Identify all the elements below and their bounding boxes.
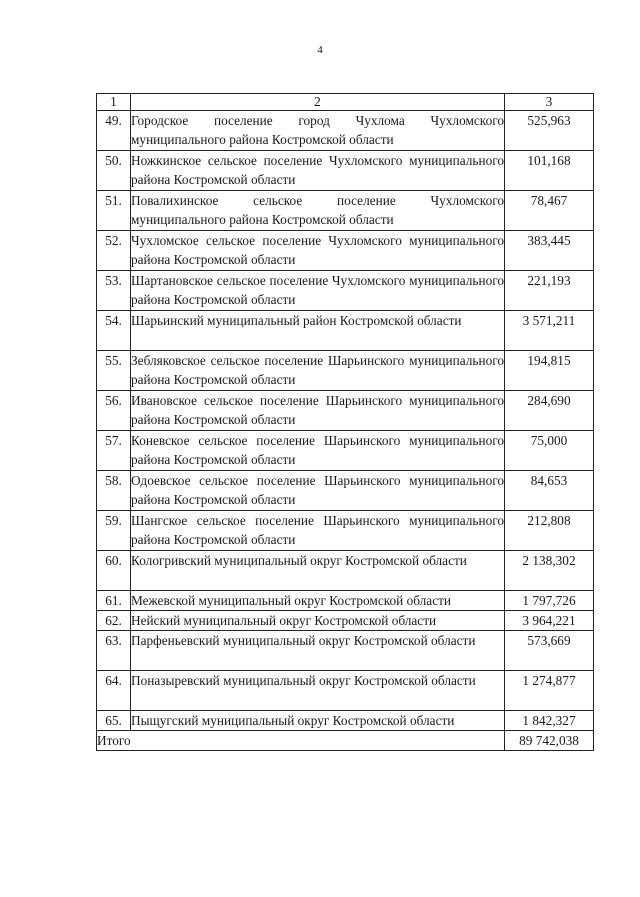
row-number: 62. bbox=[97, 611, 131, 631]
table-row bbox=[97, 111, 594, 151]
row-value: 78,467 bbox=[505, 191, 594, 231]
row-value: 194,815 bbox=[505, 351, 594, 391]
row-name: Зебляковское сельское поселение Шарьинского муниципального района Костромской области bbox=[131, 351, 505, 391]
row-number: 58. bbox=[97, 471, 131, 511]
header-col-3: 3 bbox=[505, 94, 594, 111]
row-number: 52. bbox=[97, 231, 131, 271]
row-number: 55. bbox=[97, 351, 131, 391]
table-row bbox=[97, 591, 594, 611]
row-value: 284,690 bbox=[505, 391, 594, 431]
table-row bbox=[97, 471, 594, 511]
row-value: 525,963 bbox=[505, 111, 594, 151]
row-number: 57. bbox=[97, 431, 131, 471]
row-name: Шангское сельское поселение Шарьинского муниципального района Костромской области bbox=[131, 511, 505, 551]
row-name: Городское поселение город Чухлома Чухломского муниципального района Костромской области bbox=[131, 111, 505, 151]
table-row bbox=[97, 231, 594, 271]
row-value: 84,653 bbox=[505, 471, 594, 511]
row-name: Повалихинское сельское поселение Чухломского муниципального района Костромской области bbox=[131, 191, 505, 231]
row-number: 56. bbox=[97, 391, 131, 431]
page-number: 4 bbox=[317, 44, 323, 56]
table-row bbox=[97, 151, 594, 191]
row-name: Шарьинский муниципальный район Костромской области bbox=[131, 311, 505, 351]
row-name: Ножкинское сельское поселение Чухломского муниципального района Костромской области bbox=[131, 151, 505, 191]
row-number: 65. bbox=[97, 711, 131, 731]
row-number: 53. bbox=[97, 271, 131, 311]
row-number: 63. bbox=[97, 631, 131, 671]
table-body bbox=[97, 111, 594, 731]
row-name: Одоевское сельское поселение Шарьинского муниципального района Костромской области bbox=[131, 471, 505, 511]
table-row bbox=[97, 311, 594, 351]
table-row bbox=[97, 551, 594, 591]
row-name: Нейский муниципальный округ Костромской области bbox=[131, 611, 505, 631]
allocation-table bbox=[96, 93, 594, 751]
row-number: 59. bbox=[97, 511, 131, 551]
row-value: 212,808 bbox=[505, 511, 594, 551]
row-number: 50. bbox=[97, 151, 131, 191]
row-value: 1 274,877 bbox=[505, 671, 594, 711]
row-name: Чухломское сельское поселение Чухломского муниципального района Костромской области bbox=[131, 231, 505, 271]
row-number: 49. bbox=[97, 111, 131, 151]
total-value: 89 742,038 bbox=[505, 731, 594, 751]
table-row bbox=[97, 431, 594, 471]
header-col-2: 2 bbox=[131, 94, 505, 111]
table-row bbox=[97, 711, 594, 731]
total-label: Итого bbox=[97, 731, 505, 751]
table-row bbox=[97, 671, 594, 711]
row-value: 101,168 bbox=[505, 151, 594, 191]
table-row bbox=[97, 511, 594, 551]
row-value: 3 571,211 bbox=[505, 311, 594, 351]
table-row bbox=[97, 391, 594, 431]
table-row bbox=[97, 611, 594, 631]
header-col-1: 1 bbox=[97, 94, 131, 111]
row-number: 61. bbox=[97, 591, 131, 611]
row-value: 1 797,726 bbox=[505, 591, 594, 611]
row-name: Коневское сельское поселение Шарьинского муниципального района Костромской области bbox=[131, 431, 505, 471]
row-name: Ивановское сельское поселение Шарьинского муниципального района Костромской области bbox=[131, 391, 505, 431]
row-number: 60. bbox=[97, 551, 131, 591]
table-row bbox=[97, 351, 594, 391]
row-number: 64. bbox=[97, 671, 131, 711]
table-row bbox=[97, 631, 594, 671]
table-row bbox=[97, 271, 594, 311]
table-row bbox=[97, 191, 594, 231]
row-name: Парфеньевский муниципальный округ Костромской области bbox=[131, 631, 505, 671]
total-row bbox=[97, 731, 594, 751]
row-value: 2 138,302 bbox=[505, 551, 594, 591]
row-name: Поназыревский муниципальный округ Костромской области bbox=[131, 671, 505, 711]
row-number: 54. bbox=[97, 311, 131, 351]
row-value: 1 842,327 bbox=[505, 711, 594, 731]
row-value: 573,669 bbox=[505, 631, 594, 671]
row-name: Межевской муниципальный округ Костромской области bbox=[131, 591, 505, 611]
row-number: 51. bbox=[97, 191, 131, 231]
row-value: 221,193 bbox=[505, 271, 594, 311]
row-name: Шартановское сельское поселение Чухломского муниципального района Костромской области bbox=[131, 271, 505, 311]
row-name: Пыщугский муниципальный округ Костромской области bbox=[131, 711, 505, 731]
row-value: 383,445 bbox=[505, 231, 594, 271]
row-name: Кологривский муниципальный округ Костромской области bbox=[131, 551, 505, 591]
row-value: 75,000 bbox=[505, 431, 594, 471]
row-value: 3 964,221 bbox=[505, 611, 594, 631]
table-header-row bbox=[97, 94, 594, 111]
